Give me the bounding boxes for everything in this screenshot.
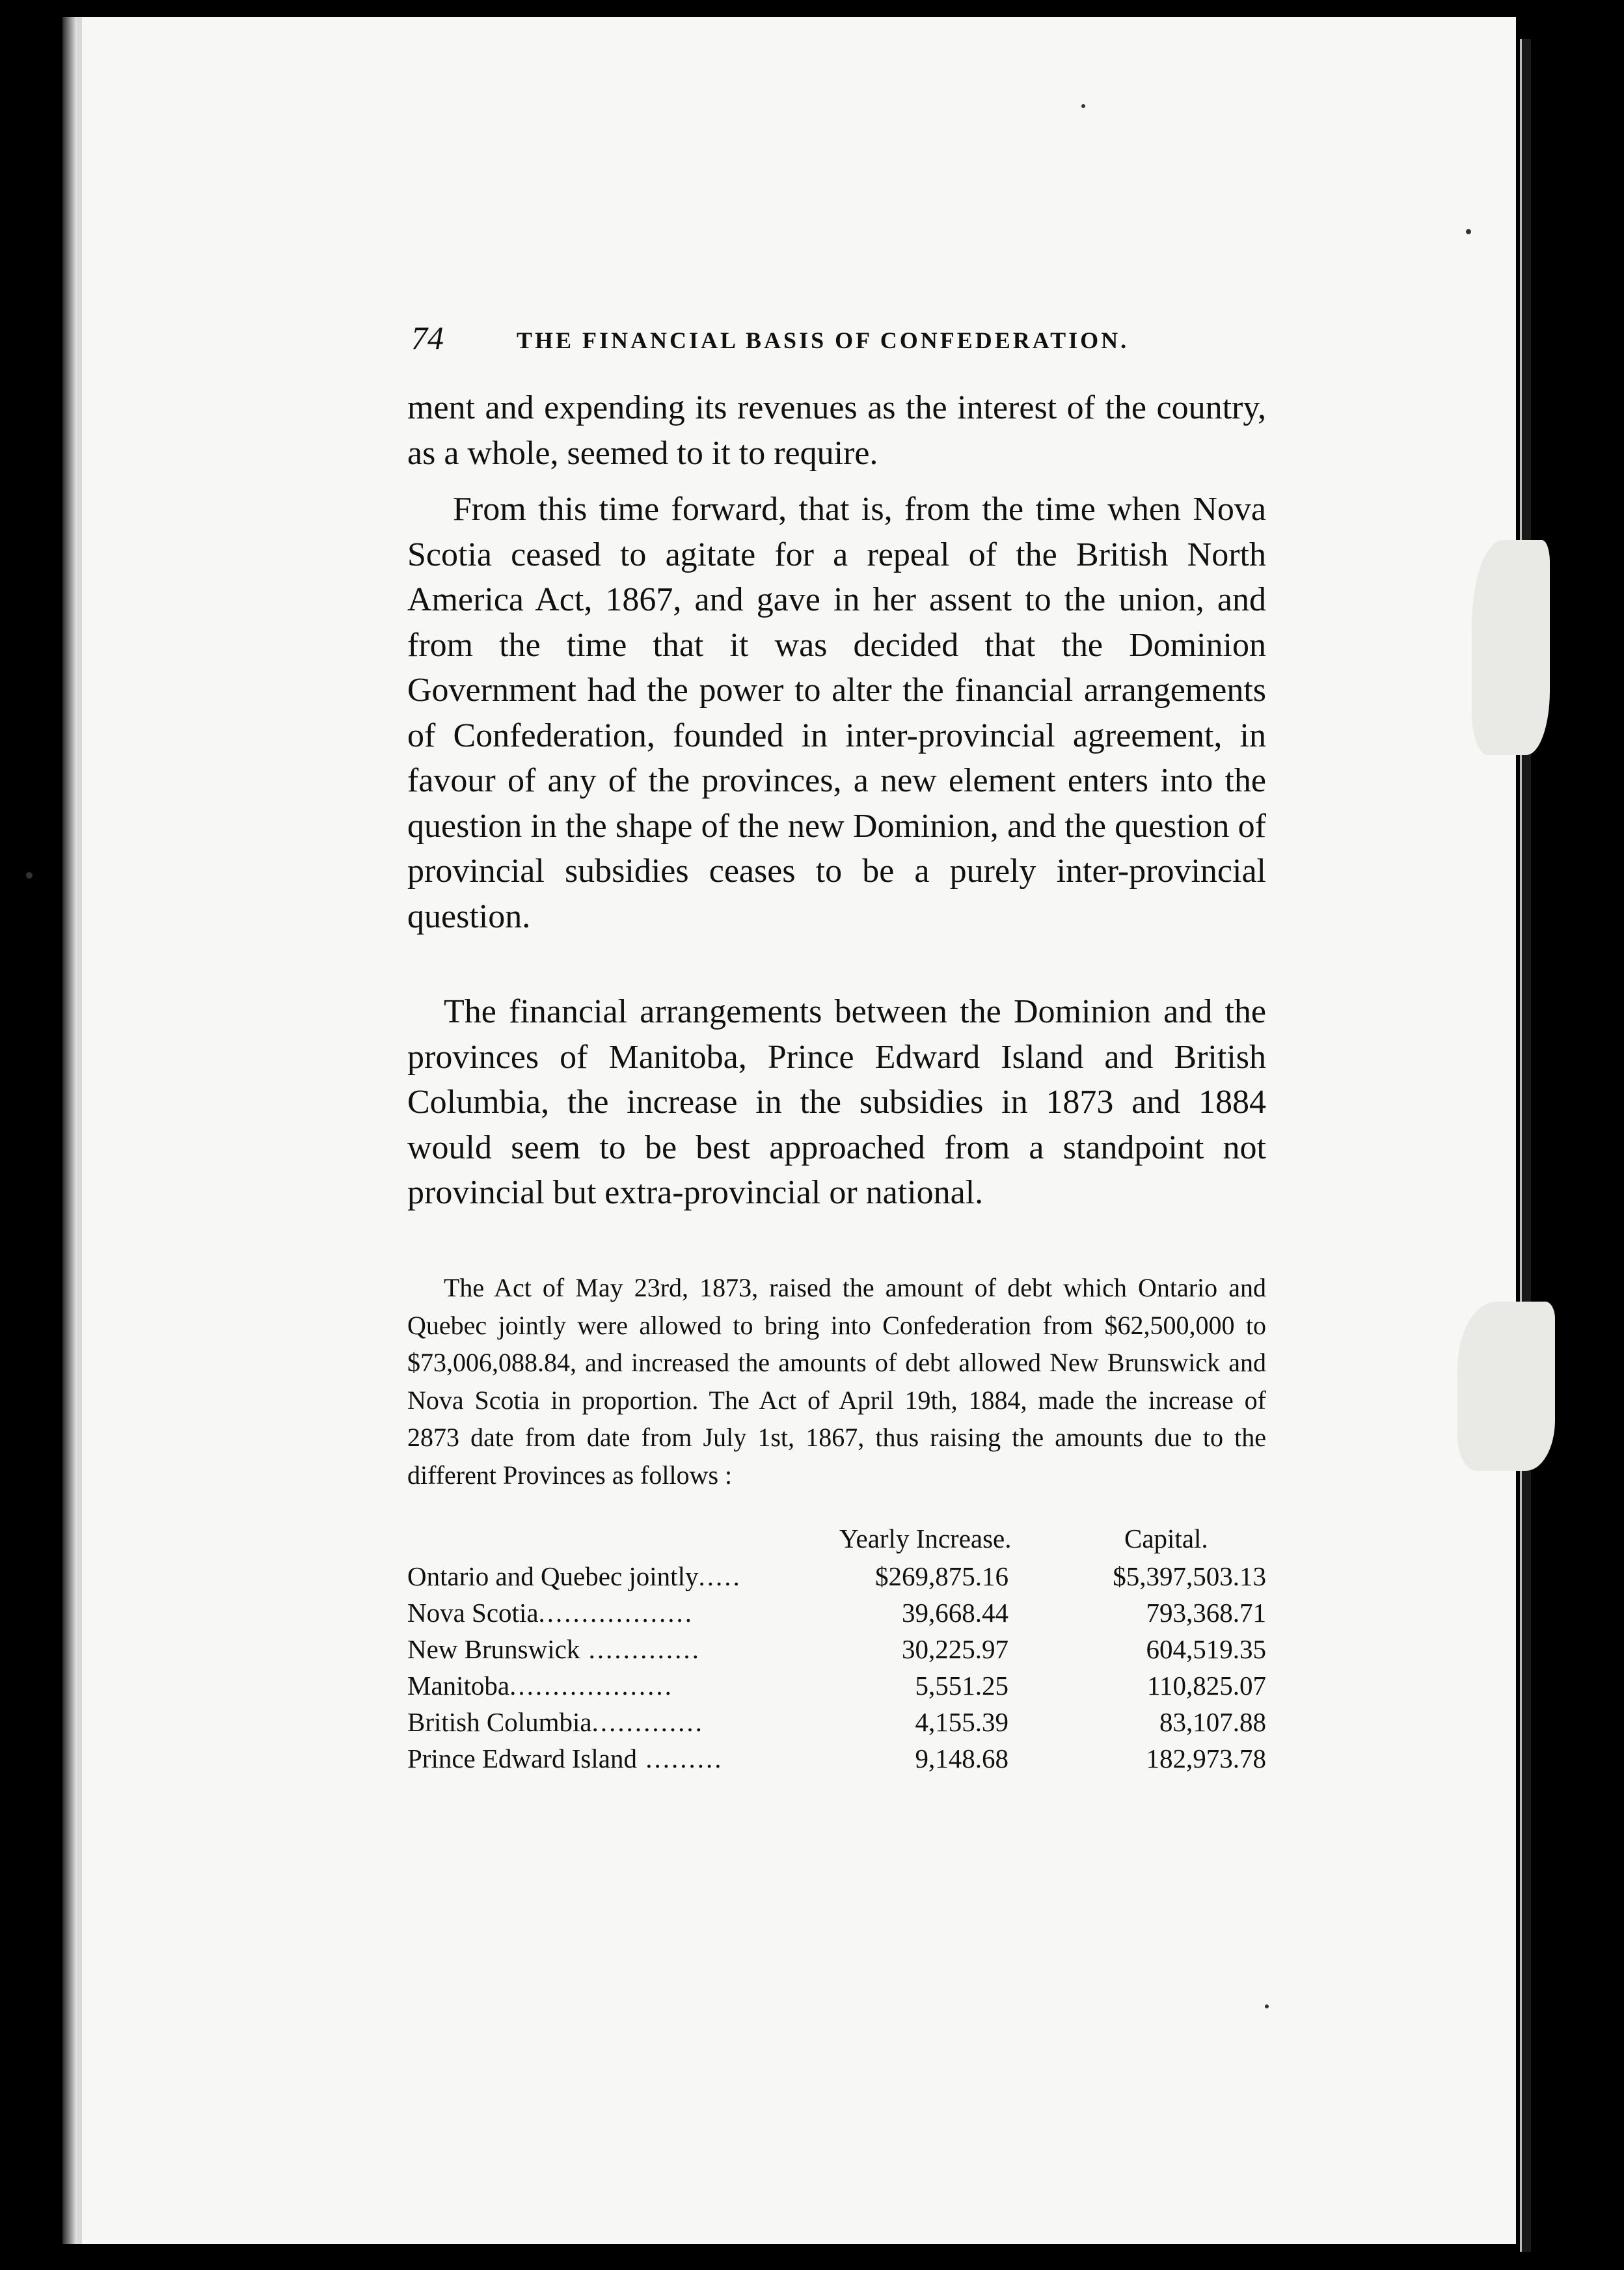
capital-value: 182,973.78 <box>1146 1744 1266 1773</box>
table-row <box>407 1597 1266 1632</box>
table-header <box>407 1523 1266 1558</box>
column-header-yearly-increase: Yearly Increase. <box>839 1524 1012 1553</box>
scan-speck <box>26 872 33 879</box>
province-name: New Brunswick ............. <box>407 1634 701 1664</box>
page-left-edge <box>62 17 77 2244</box>
yearly-increase-value: 4,155.39 <box>915 1707 1008 1737</box>
dot-leader: ................... <box>509 1671 673 1701</box>
capital-value: 793,368.71 <box>1146 1598 1266 1628</box>
yearly-increase-value: 9,148.68 <box>915 1744 1008 1773</box>
dot-leader: .................. <box>538 1598 694 1628</box>
capital-value: 83,107.88 <box>1159 1707 1266 1737</box>
province-name: Manitoba................... <box>407 1671 673 1701</box>
table-row <box>407 1634 1266 1669</box>
province-name: Prince Edward Island ......... <box>407 1744 724 1773</box>
table-row <box>407 1706 1266 1742</box>
body-paragraph: ment and expending its revenues as the interest of the country, as a whole, seemed to it to require. <box>407 389 1266 472</box>
page-number: 74 <box>411 320 444 356</box>
body-paragraph: From this time forward, that is, from the time when Nova Scotia ceased to agitate for a repeal of the British North America Act, 1867, and gave in her assent to the union, and from the time that it was decided that the Dominion Government had the power to alter the financial arrangements of Confederation, founded in inter-provincial agreement, in favour of any of the provinces, a new element enters into the question in the shape of the new Dominion, and the question of provincial subsidies ceases to be a purely inter-provincial question. <box>407 491 1266 935</box>
dot-leader: ............. <box>580 1634 701 1664</box>
body-paragraph: The financial arrangements between the Dominion and the provinces of Manitoba, Prince Edward Island and British Columbia, the increase in the subsidies in 1873 and 1884 would seem to be best approached from a standpoint not provincial but extra-provincial or national. <box>407 993 1266 1211</box>
column-header-capital: Capital. <box>1124 1524 1208 1553</box>
dot-leader: ..... <box>698 1561 742 1591</box>
footnote-paragraph: The Act of May 23rd, 1873, raised the amount of debt which Ontario and Quebec jointly were allowed to bring into Confederation from $62,500,000 to $73,006,088.84, and increased the amounts of debt allowed New Brunswick and Nova Scotia in proportion. The Act of April 19th, 1884, made the increase of 2873 date from date from July 1st, 1867, thus raising the amounts due to the different Provinces as follows : <box>407 1273 1266 1490</box>
table-row <box>407 1670 1266 1705</box>
province-name: Ontario and Quebec jointly..... <box>407 1561 742 1591</box>
yearly-increase-value: 39,668.44 <box>902 1598 1008 1628</box>
capital-value: $5,397,503.13 <box>1113 1561 1266 1591</box>
province-name: British Columbia............. <box>407 1707 704 1737</box>
table-row <box>407 1743 1266 1778</box>
table-row <box>407 1561 1266 1596</box>
yearly-increase-value: 5,551.25 <box>915 1671 1008 1701</box>
page-tear-upper <box>1472 540 1550 755</box>
dot-leader: ............. <box>591 1707 704 1737</box>
book-spine <box>1516 0 1624 2270</box>
running-head <box>411 319 1270 358</box>
page-heading: THE FINANCIAL BASIS OF CONFEDERATION. <box>517 327 1130 353</box>
scan-speck <box>1265 2004 1269 2008</box>
province-name: Nova Scotia.................. <box>407 1598 694 1628</box>
yearly-increase-value: $269,875.16 <box>875 1561 1008 1591</box>
capital-value: 604,519.35 <box>1146 1634 1266 1664</box>
scan-speck <box>1466 229 1471 234</box>
dot-leader: ......... <box>636 1744 724 1773</box>
yearly-increase-value: 30,225.97 <box>902 1634 1008 1664</box>
capital-value: 110,825.07 <box>1147 1671 1266 1701</box>
scan-speck <box>1081 104 1085 108</box>
page-tear-lower <box>1457 1302 1555 1471</box>
spine-binding-strip <box>1520 39 1531 2252</box>
